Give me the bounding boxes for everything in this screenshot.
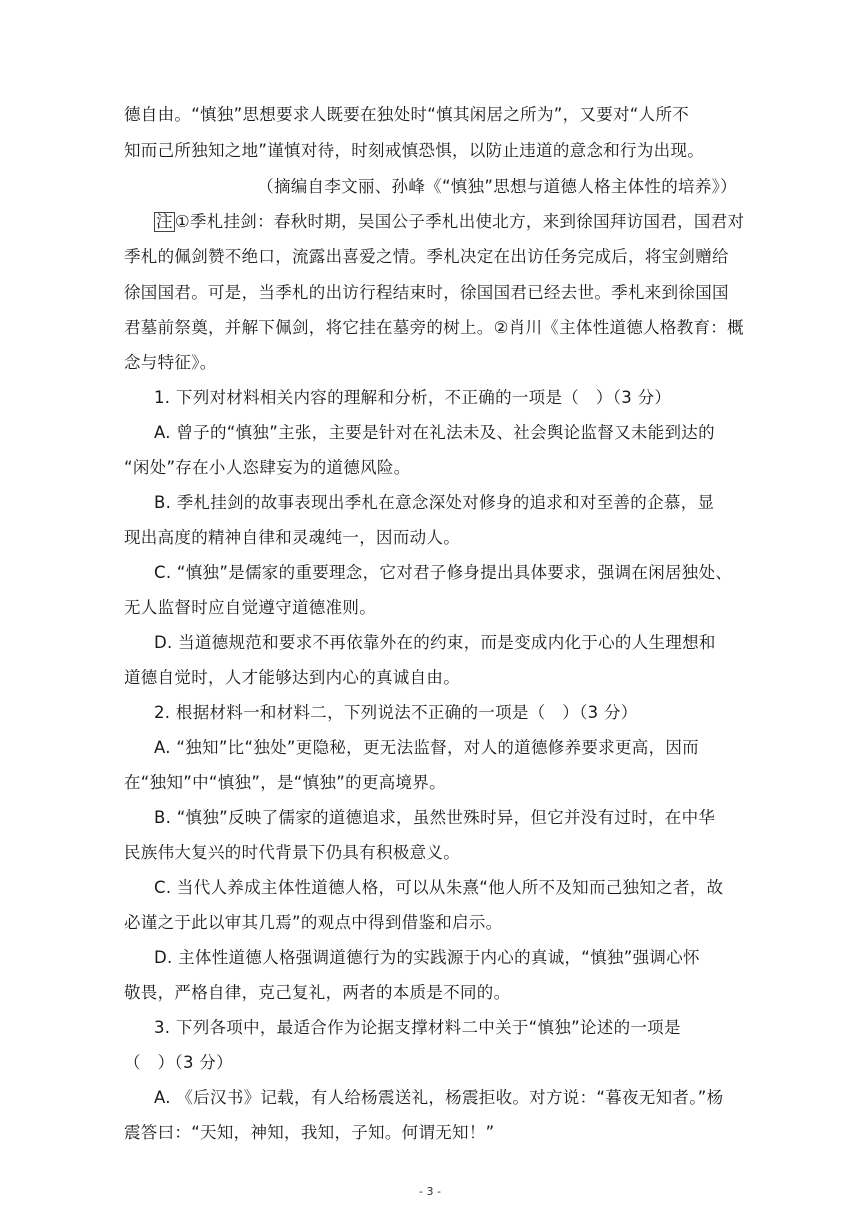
option-line: 民族伟大复兴的时代背景下仍具有积极意义。	[124, 843, 460, 862]
option-line: A. 《后汉书》记载，有人给杨震送礼，杨震拒收。对方说：“暮夜无知者。”杨	[154, 1088, 724, 1107]
question-stem: （ ）（3 分）	[124, 1053, 233, 1072]
option-line: D. 主体性道德人格强调道德行为的实践源于内心的真诚，“慎独”强调心怀	[154, 948, 700, 967]
note-mark: 注	[156, 212, 173, 231]
option-line: 无人监督时应自觉遵守道德准则。	[124, 598, 376, 617]
note-line	[154, 212, 774, 232]
page-number: - 3 -	[419, 1185, 441, 1198]
note-line: 季札的佩剑赞不绝口，流露出喜爱之情。季札决定在出访任务完成后，将宝剑赠给	[124, 247, 729, 266]
question-stem: 2. 根据材料一和材料二，下列说法不正确的一项是（ ）（3 分）	[154, 703, 638, 722]
note-line: 君墓前祭奠，并解下佩剑，将它挂在墓旁的树上。②肖川《主体性道德人格教育：概	[124, 318, 744, 337]
note-line: 徐国国君。可是，当季札的出访行程结束时，徐国国君已经去世。季札来到徐国国	[124, 283, 729, 302]
option-line: A. “独知”比“独处”更隐秘，更无法监督，对人的道德修养要求更高，因而	[154, 738, 699, 757]
option-line: 道德自觉时，人才能够达到内心的真诚自由。	[124, 668, 460, 687]
option-line: 现出高度的精神自律和灵魂纯一，因而动人。	[124, 528, 460, 547]
passage-line: 德自由。“慎独”思想要求人既要在独处时“慎其闲居之所为”，又要对“人所不	[124, 105, 690, 124]
passage-line: 知而己所独知之地”谨慎对待，时刻戒慎恐惧，以防止违道的意念和行为出现。	[124, 141, 705, 160]
option-line: D. 当道德规范和要求不再依靠外在的约束，而是变成内化于心的人生理想和	[154, 633, 716, 652]
source-citation: （摘编自李文丽、孙峰《“慎独”思想与道德人格主体性的培养》）	[257, 177, 737, 196]
question-stem: 3. 下列各项中，最适合作为论据支撑材料二中关于“慎独”论述的一项是	[154, 1018, 681, 1037]
option-line: 震答曰：“天知，神知，我知，子知。何谓无知！”	[124, 1123, 495, 1142]
question-stem: 1. 下列对材料相关内容的理解和分析，不正确的一项是（ ）（3 分）	[154, 388, 672, 407]
option-line: 必谨之于此以审其几焉”的观点中得到借鉴和启示。	[124, 913, 503, 932]
option-line: B. 季札挂剑的故事表现出季札在意念深处对修身的追求和对至善的企慕，显	[154, 493, 715, 512]
option-line: “闲处”存在小人恣肆妄为的道德风险。	[124, 458, 411, 477]
option-line: B. “慎独”反映了儒家的道德追求，虽然世殊时异，但它并没有过时，在中华	[154, 808, 716, 827]
option-line: C. “慎独”是儒家的重要理念，它对君子修身提出具体要求，强调在闲居独处、	[154, 563, 733, 582]
option-line: 敬畏，严格自律，克己复礼，两者的本质是不同的。	[124, 983, 511, 1002]
option-line: C. 当代人养成主体性道德人格，可以从朱熹“他人所不及知而己独知之者，故	[154, 878, 724, 897]
note-line: 念与特征》。	[124, 353, 217, 372]
note-text: ①季札挂剑：春秋时期，吴国公子季札出使北方，来到徐国拜访国君，国君对	[174, 212, 745, 231]
option-line: 在“独知”中“慎独”，是“慎独”的更高境界。	[124, 773, 446, 792]
option-line: A. 曾子的“慎独”主张，主要是针对在礼法未及、社会舆论监督又未能到达的	[154, 423, 715, 442]
